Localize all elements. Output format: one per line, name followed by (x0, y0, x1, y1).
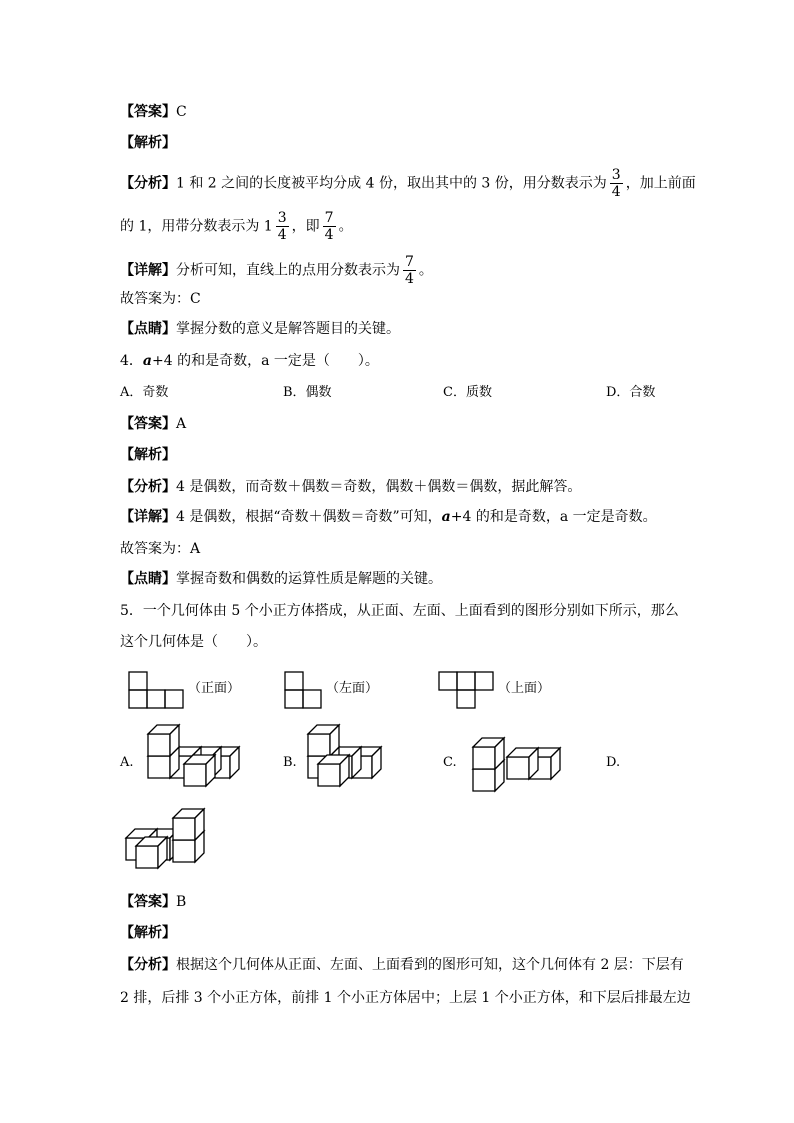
q4-stem (120, 351, 379, 371)
unit-cube (184, 755, 215, 786)
unit-cube (173, 809, 204, 840)
q5-stem-text-1: 一个几何体由 5 个小正方体搭成，从正面、左面、上面看到的图形分别如下所示，那么 (142, 603, 679, 619)
answer-label: 【答案】 (120, 894, 176, 910)
fraction-denominator: 4 (611, 184, 621, 200)
q4-dianjing-text: 掌握奇数和偶数的运算性质是解题的关键。 (176, 571, 442, 587)
top-view-label: （上面） (498, 681, 551, 696)
q3-analysis-heading: 【解析】 (120, 135, 176, 151)
xiangjie-label: 【详解】 (120, 262, 176, 279)
q4-fenxi-text: 4 是偶数，而奇数＋偶数＝奇数，偶数＋偶数＝偶数，据此解答。 (176, 479, 582, 495)
option-a-cube-figure (140, 728, 240, 800)
fenxi-label: 【分析】 (120, 479, 176, 495)
left-view-figure (284, 671, 326, 711)
q3-xiangjie-tail: 。 (418, 262, 433, 279)
fraction-denominator: 4 (277, 227, 287, 243)
option-d-cube-figure (118, 810, 218, 876)
q5-option-b: B. (283, 755, 297, 770)
top-view-figure (438, 671, 498, 711)
q4-xiangjie-variable: a (441, 509, 451, 525)
q4-fenxi-line (120, 477, 581, 497)
q4-answer-line (120, 414, 186, 434)
q5-stem-line-1 (120, 601, 679, 621)
unit-cube (473, 738, 504, 769)
q3-xiangjie-line (120, 254, 433, 287)
q3-dianjing-line (120, 319, 400, 339)
q5-option-c: C. (443, 755, 457, 770)
q3-xiangjie-text: 分析可知，直线上的点用分数表示为 (176, 262, 400, 279)
left-view-label: （左面） (326, 681, 379, 696)
q3-fenxi-text-2b: ，即 (291, 218, 320, 235)
q5-fenxi-line-2: 2 排，后排 3 个小正方体，前排 1 个小正方体居中；上层 1 个小正方体，和下层后排最左边 (120, 990, 691, 1006)
q3-fenxi-tail-1: ，加上前面 (625, 175, 696, 192)
q3-fenxi-text-1: 1 和 2 之间的长度被平均分成 4 份，取出其中的 3 份，用分数表示为 (176, 175, 607, 192)
q5-answer-line (120, 892, 186, 912)
fraction-denominator: 4 (405, 271, 414, 287)
q5-option-d: D. (606, 755, 621, 770)
unit-cube (148, 725, 179, 756)
fraction-numerator: 3 (611, 167, 621, 183)
q3-answer-line (120, 102, 187, 122)
q5-fenxi-text-1: 根据这个几何体从正面、左面、上面看到的图形可知，这个几何体有 2 层：下层有 (176, 957, 684, 973)
q4-option-a: A．奇数 (120, 385, 169, 400)
q3-fenxi-text-2c: 。 (338, 218, 353, 235)
q3-dianjing-text: 掌握分数的意义是解答题目的关键。 (176, 321, 400, 337)
q3-fenxi-line-2 (120, 210, 353, 243)
q3-fenxi-text-2a: 的 1，用带分数表示为 1 (120, 218, 273, 235)
unit-cube (507, 748, 538, 779)
q3-answer-value: C (176, 104, 187, 120)
q4-variable: a (142, 353, 152, 369)
q4-dianjing-line (120, 569, 442, 589)
q5-analysis-heading: 【解析】 (120, 925, 176, 941)
q5-option-a: A. (120, 755, 134, 770)
q4-answer-value: A (176, 416, 187, 432)
fraction-denominator: 4 (324, 227, 334, 243)
fraction-numerator: 7 (405, 254, 414, 270)
q4-final-answer: 故答案为：A (120, 541, 201, 557)
q5-answer-value: B (176, 894, 187, 910)
q4-number: 4． (120, 353, 143, 369)
answer-label: 【答案】 (120, 416, 176, 432)
unit-cube (308, 725, 339, 756)
front-view-label: （正面） (188, 681, 241, 696)
fenxi-label: 【分析】 (120, 957, 176, 973)
q4-xiangjie-text-a: 4 是偶数，根据“奇数＋偶数＝奇数”可知， (176, 509, 442, 525)
fraction-numerator: 3 (277, 210, 287, 226)
fenxi-label: 【分析】 (120, 175, 176, 192)
fraction-7-4 (323, 210, 336, 243)
q4-option-d: D．合数 (606, 385, 656, 400)
fraction-numerator: 7 (324, 210, 334, 226)
q4-xiangjie-line (120, 507, 657, 527)
dianjing-label: 【点睛】 (120, 571, 176, 587)
front-view-figure (128, 671, 188, 711)
q5-fenxi-line-1 (120, 955, 684, 975)
q5-stem-line-2: 这个几何体是（ ）。 (120, 634, 267, 650)
unit-cube (136, 837, 167, 868)
q4-stem-text: +4 的和是奇数，a 一定是（ ）。 (152, 353, 379, 369)
q4-xiangjie-text-b: +4 的和是奇数，a 一定是奇数。 (450, 509, 657, 525)
q3-final-answer: 故答案为：C (120, 291, 201, 307)
q4-option-b: B．偶数 (283, 385, 332, 400)
option-c-cube-figure (465, 733, 575, 795)
dianjing-label: 【点睛】 (120, 321, 176, 337)
q5-number: 5． (120, 603, 143, 619)
fraction-7-4 (403, 254, 416, 287)
option-b-cube-figure (300, 728, 400, 800)
q4-analysis-heading: 【解析】 (120, 447, 176, 463)
fraction-mixed-3-4 (276, 210, 289, 243)
fraction-3-4 (610, 167, 623, 200)
q3-fenxi-line-1 (120, 167, 696, 200)
xiangjie-label: 【详解】 (120, 509, 176, 525)
unit-cube (318, 755, 349, 786)
q4-option-c: C．质数 (443, 385, 492, 400)
answer-label: 【答案】 (120, 104, 176, 120)
